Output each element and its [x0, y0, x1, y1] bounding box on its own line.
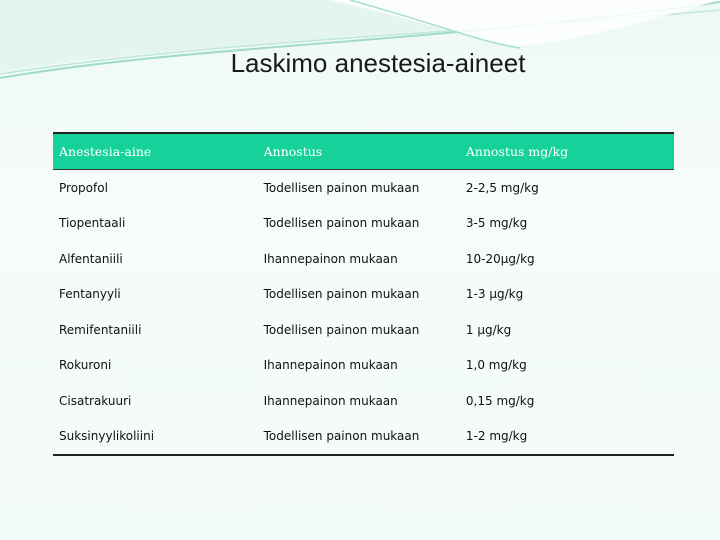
cell-dosage-mgkg: 1,0 mg/kg: [465, 358, 527, 373]
cell-dosage-mgkg: 2-2,5 mg/kg: [465, 180, 539, 195]
header-anesthetic: Anestesia-aine: [53, 133, 258, 170]
dosage-table: [53, 132, 674, 456]
table-header-row: [53, 133, 674, 170]
header-dosage: Annostus: [258, 133, 460, 170]
table-header: [53, 133, 674, 170]
cell-dosage-mgkg: 0,15 mg/kg: [465, 393, 535, 408]
cell-anesthetic: Suksinyylikoliini: [59, 429, 155, 444]
table-row: [53, 206, 674, 242]
cell-dosage-mgkg: 1-2 mg/kg: [465, 429, 528, 444]
table-row: [53, 348, 674, 384]
table-row: [53, 419, 674, 456]
table-row: [53, 312, 674, 348]
cell-anesthetic: Remifentaniili: [59, 322, 142, 337]
slide-title: Laskimo anestesia-aineet: [230, 48, 526, 78]
cell-anesthetic: Tiopentaali: [59, 216, 126, 231]
header-dosage-mgkg: Annostus mg/kg: [460, 133, 674, 170]
cell-anesthetic: Rokuroni: [59, 358, 112, 373]
dosage-table-container: [53, 132, 674, 456]
cell-dosage: Todellisen painon mukaan: [263, 180, 420, 195]
cell-anesthetic: Alfentaniili: [59, 251, 123, 266]
cell-dosage-mgkg: 1-3 µg/kg: [465, 287, 524, 302]
cell-dosage: Todellisen painon mukaan: [263, 322, 420, 337]
cell-dosage: Ihannepainon mukaan: [263, 251, 398, 266]
cell-dosage: Todellisen painon mukaan: [263, 216, 420, 231]
table-row: [53, 241, 674, 277]
cell-dosage-mgkg: 1 µg/kg: [465, 322, 512, 337]
cell-anesthetic: Fentanyyli: [59, 287, 121, 302]
cell-dosage: Ihannepainon mukaan: [263, 393, 398, 408]
cell-dosage: Ihannepainon mukaan: [263, 358, 398, 373]
table-row: [53, 383, 674, 419]
cell-anesthetic: Propofol: [59, 180, 108, 195]
cell-dosage-mgkg: 10-20µg/kg: [465, 251, 535, 266]
table-row: [53, 170, 674, 206]
cell-anesthetic: Cisatrakuuri: [59, 393, 132, 408]
cell-dosage: Todellisen painon mukaan: [263, 287, 420, 302]
table-row: [53, 277, 674, 313]
table-body: [53, 170, 674, 456]
cell-dosage-mgkg: 3-5 mg/kg: [465, 216, 528, 231]
cell-dosage: Todellisen painon mukaan: [263, 429, 420, 444]
